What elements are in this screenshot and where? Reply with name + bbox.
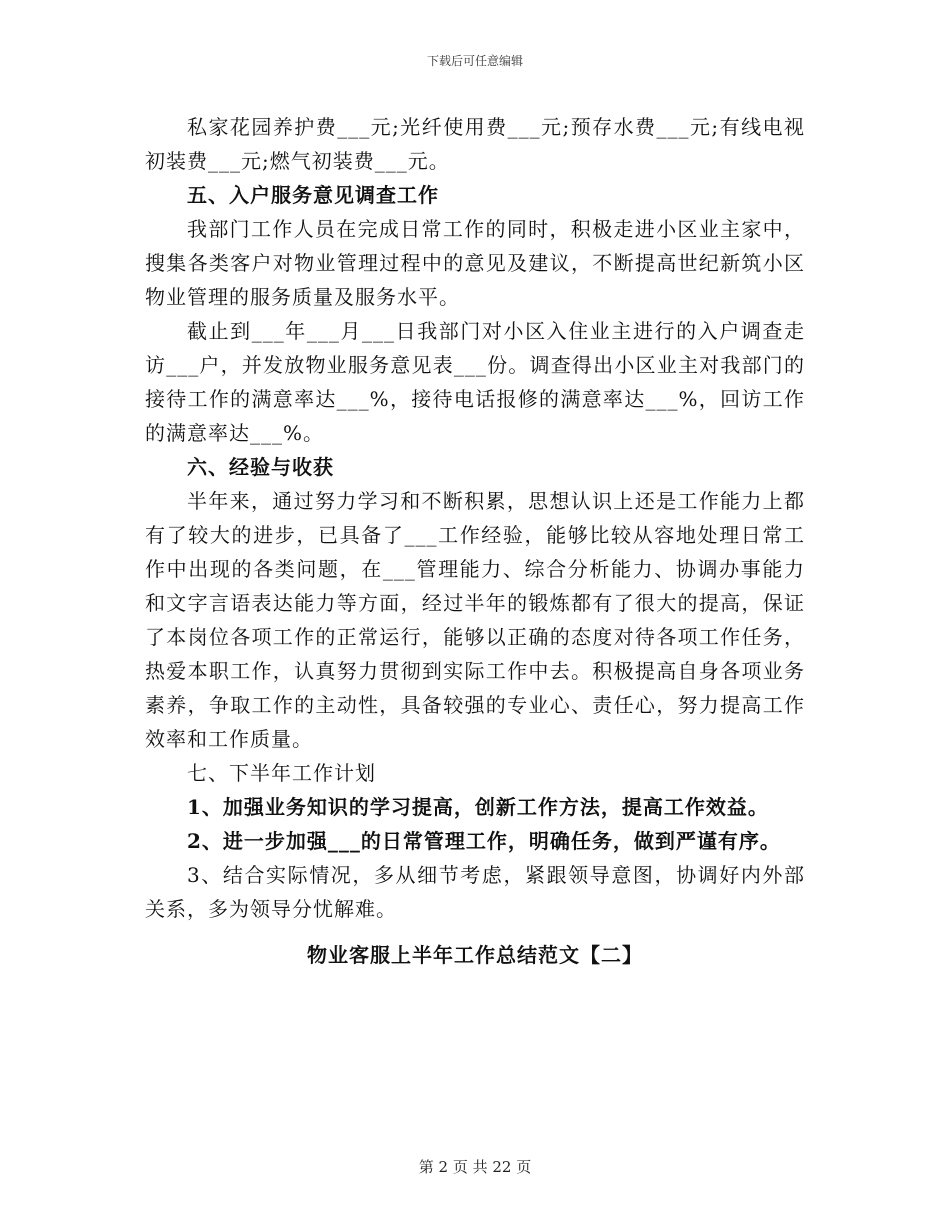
document-body <box>145 110 805 992</box>
section-heading-5: 五、入户服务意见调查工作 <box>187 183 439 207</box>
section-title: 物业客服上半年工作总结范文【二】 <box>307 943 643 967</box>
fee-list-paragraph: 私家花园养护费___元;光纤使用费___元;预存水费___元;有线电视初装费___元;燃气初装费___元。 <box>145 115 805 173</box>
experience-paragraph: 半年来，通过努力学习和不断积累，思想认识上还是工作能力上都有了较大的进步，已具备了___工作经验，能够比较从容地处理日常工作中出现的各类问题，在___管理能力、综合分析能力、协调办事能力和文字言语表达能力等方面，经过半年的锻炼都有了很大的提高，保证了本岗位各项工作的正常运行，能够以正确的态度对待各项工作任务，热爱本职工作，认真努力贯彻到实际工作中去。积极提高自身各项业务素养，争取工作的主动性，具备较强的专业心、责任心，努力提高工作效率和工作质量。 <box>145 489 805 751</box>
plan-item-2: 2、进一步加强___的日常管理工作，明确任务，做到严谨有序。 <box>187 829 781 853</box>
page-footer: 第 2 页 共 22 页 <box>418 1158 532 1176</box>
survey-paragraph-2: 截止到___年___月___日我部门对小区入住业主进行的入户调查走访___户，并发放物业服务意见表___份。调查得出小区业主对我部门的接待工作的满意率达___%，接待电话报修的满意率达___%，回访工作的满意率达___%。 <box>145 319 805 445</box>
page-header: 下载后可任意编辑 <box>426 54 523 68</box>
section-heading-6: 六、经验与收获 <box>187 455 334 479</box>
plan-item-1: 1、加强业务知识的学习提高，创新工作方法，提高工作效益。 <box>187 795 769 819</box>
plan-item-3: 3、结合实际情况，多从细节考虑，紧跟领导意图，协调好内外部关系，多为领导分忧解难。 <box>145 863 805 921</box>
survey-paragraph-1: 我部门工作人员在完成日常工作的同时，积极走进小区业主家中，搜集各类客户对物业管理过程中的意见及建议，不断提高世纪新筑小区物业管理的服务质量及服务水平。 <box>145 217 805 309</box>
section-heading-7: 七、下半年工作计划 <box>187 761 376 785</box>
